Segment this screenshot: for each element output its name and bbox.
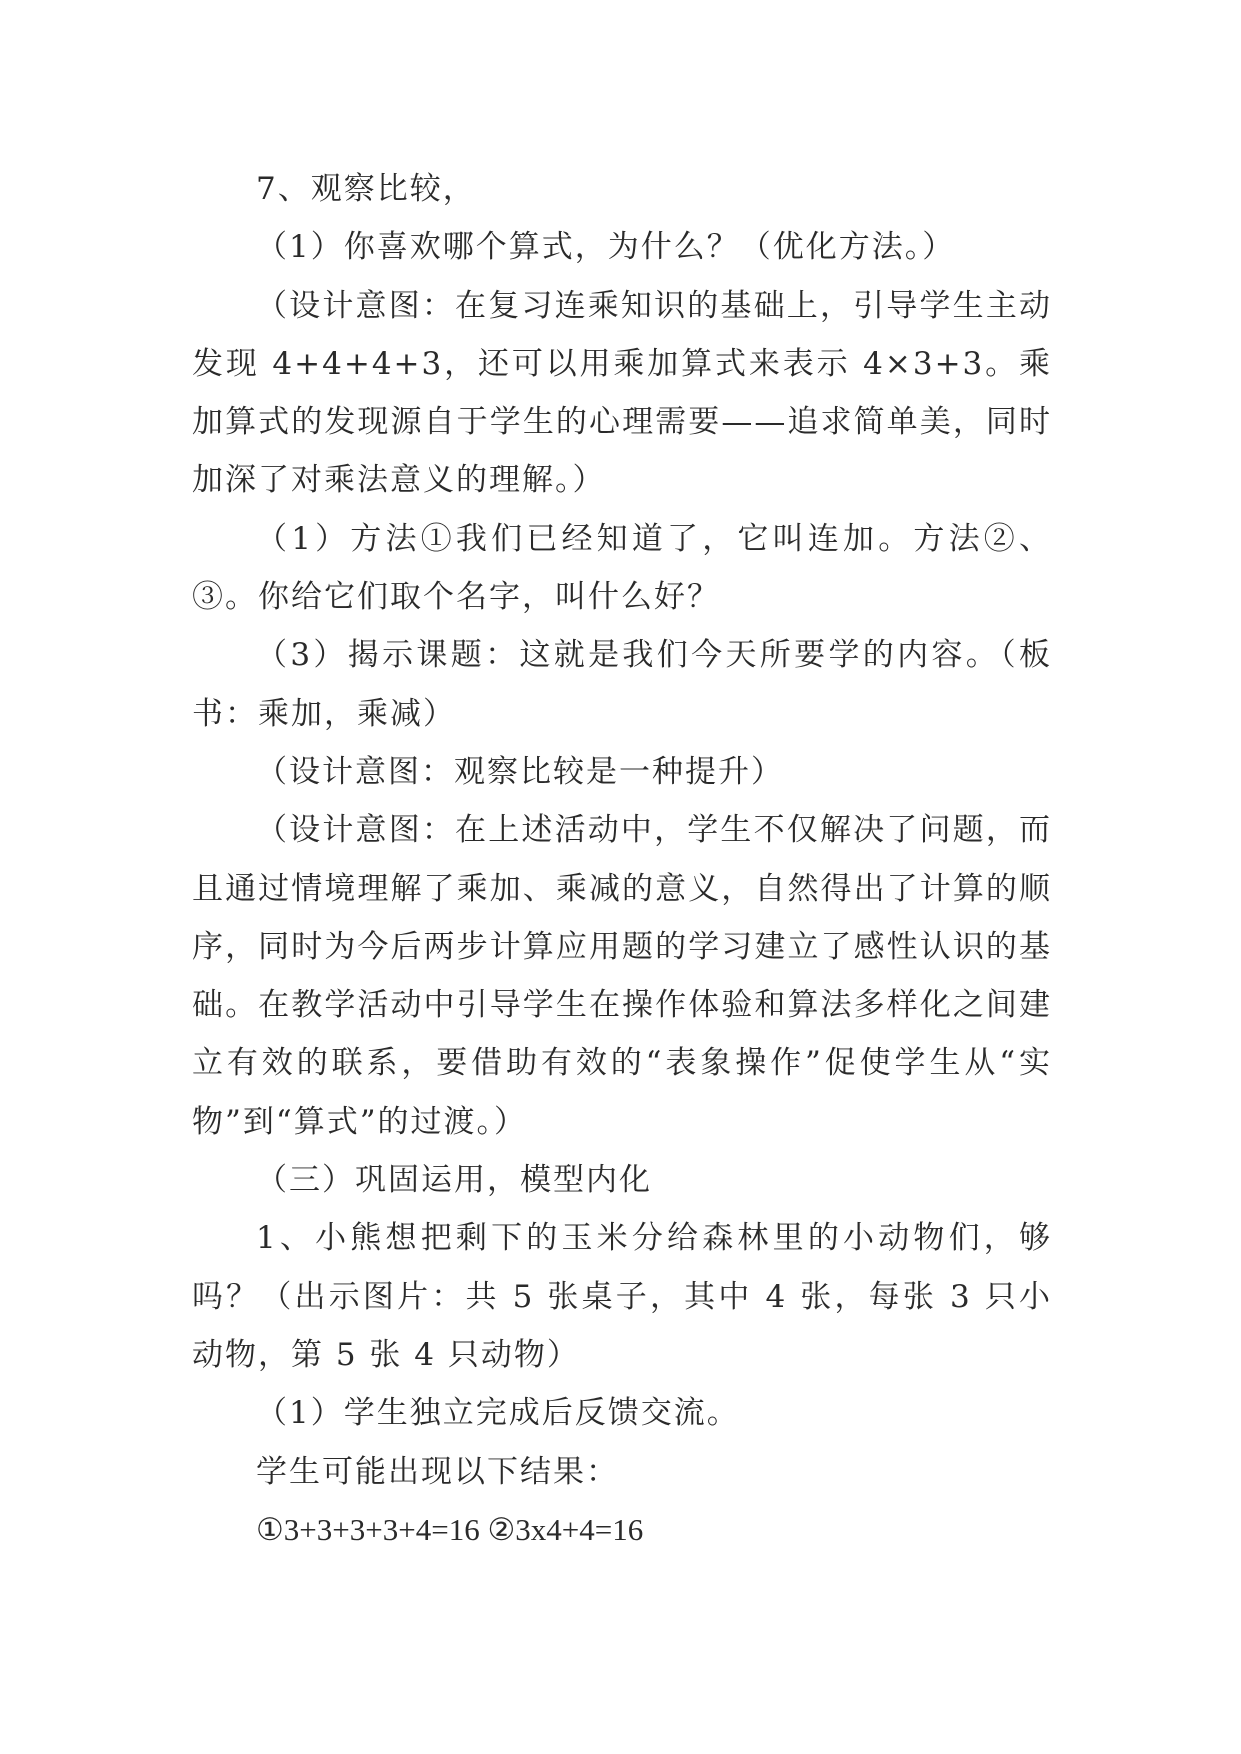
document-body xyxy=(192,160,1052,1559)
design-intent-paragraph-3: （设计意图：在上述活动中，学生不仅解决了问题，而且通过情境理解了乘加、乘减的意义，自然得出了计算的顺序，同时为今后两步计算应用题的学习建立了感性认识的基础。在教学活动中引导学生在操作体验和算法多样化之间建立有效的联系，要借助有效的“表象操作”促使学生从“实物”到“算式”的过渡。） xyxy=(192,812,1052,1140)
design-intent-paragraph-2: （设计意图：观察比较是一种提升） xyxy=(256,753,784,790)
reveal-topic-paragraph: （3）揭示课题：这就是我们今天所要学的内容。（板书：乘加，乘减） xyxy=(192,637,1052,732)
possible-results-intro: 学生可能出现以下结果： xyxy=(256,1453,619,1490)
method-naming-paragraph: （1）方法①我们已经知道了，它叫连加。方法②、③。你给它们取个名字，叫什么好？ xyxy=(192,520,1052,616)
possible-results-formulas: ①3+3+3+3+4=16 ②3x4+4=16 xyxy=(256,1511,644,1547)
question-which-formula: （1）你喜欢哪个算式，为什么？（优化方法。） xyxy=(256,229,956,266)
student-feedback-step: （1）学生独立完成后反馈交流。 xyxy=(256,1395,740,1432)
exercise-bear-corn: 1、小熊想把剩下的玉米分给森林里的小动物们，够吗？（出示图片：共 5 张桌子，其中 4 张，每张 3 只小动物，第 5 张 4 只动物） xyxy=(192,1220,1052,1373)
heading-observe-compare: 7、观察比较， xyxy=(256,171,476,207)
design-intent-paragraph-1: （设计意图：在复习连乘知识的基础上，引导学生主动发现 4+4+4+3，还可以用乘加算式来表示 4×3+3。乘加算式的发现源自于学生的心理需要——追求简单美，同时加深了对乘法意义的理解。） xyxy=(192,287,1052,499)
section-heading-consolidate: （三）巩固运用，模型内化 xyxy=(256,1162,652,1199)
